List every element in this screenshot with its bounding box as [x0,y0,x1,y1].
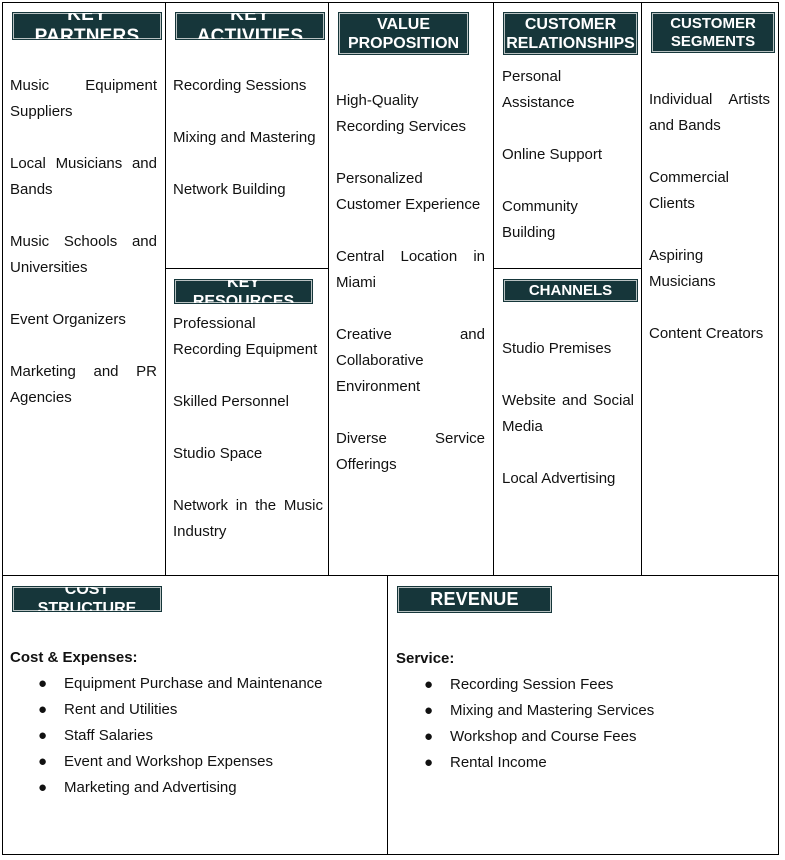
customer-relationships-header [504,13,637,54]
list-item: Personal Assistance [502,68,575,111]
value-proposition-list [336,88,485,504]
list-item [10,671,380,697]
key-resources-header [175,273,312,310]
list-item: Recording Sessions [173,77,307,94]
list-item [396,698,771,724]
customer-segments-list [649,87,770,373]
bullet-icon: ● [424,728,434,745]
list-item: Local Musicians and Bands [10,155,157,198]
revenue-list [396,672,771,776]
list-item [10,723,380,749]
customer-relationships-title-line2: RELATIONSHIPS [506,34,635,52]
list-item: Aspiring Musicians [649,247,716,290]
list-item: Skilled Personnel [173,393,289,410]
list-item: High-Quality Recording Services [336,92,467,135]
list-item: Marketing and PR Agencies [10,363,157,406]
list-item [396,672,771,698]
divider-partners-activities [165,2,166,575]
key-activities-title: KEY ACTIVITIES [196,4,304,47]
list-item: Online Support [502,146,603,163]
list-item: Creative and Collaborative Environment [336,326,485,395]
bullet-icon: ● [38,779,48,796]
divider-activities-resources [165,268,328,269]
revenue-subheading: Service: [396,650,455,667]
list-item [10,749,380,775]
cost-structure-title: COST STRUCTURE [37,581,137,617]
list-item-label: Marketing and Advertising [64,779,237,796]
list-item: Commercial Clients [649,169,730,212]
customer-relationships-list [502,64,602,272]
list-item: Local Advertising [502,470,616,487]
revenue-content [396,646,771,776]
bullet-icon: ● [424,676,434,693]
list-item-label: Recording Session Fees [450,676,614,693]
list-item: Network Building [173,181,286,198]
list-item [396,724,771,750]
revenue-title: REVENUE [430,589,519,609]
list-item [10,697,380,723]
list-item: Network in the Music Industry [173,497,323,540]
key-partners-list [10,73,157,437]
list-item: Diverse Service Offerings [336,430,485,473]
key-activities-list [173,73,323,229]
list-item-label: Rental Income [450,754,547,771]
customer-segments-title-line1: CUSTOMER [670,14,756,32]
customer-relationships-title-line1: CUSTOMER [524,15,617,33]
bullet-icon: ● [38,753,48,770]
list-item [10,775,380,801]
list-item: Content Creators [649,325,764,342]
list-item: Music Equipment Suppliers [10,77,157,120]
channels-list [502,336,634,518]
list-item-label: Equipment Purchase and Maintenance [64,675,323,692]
list-item: Mixing and Mastering [173,129,316,146]
list-item: Central Location in Miami [336,248,485,291]
value-proposition-title-line2: PROPOSITION [347,34,460,52]
cost-structure-header [13,581,161,617]
list-item: Website and Social Media [502,392,634,435]
list-item: Studio Premises [502,340,612,357]
value-proposition-header [339,13,468,54]
list-item: Individual Artists and Bands [649,91,770,134]
list-item: Professional Recording Equipment [173,315,318,358]
key-resources-list [173,311,323,571]
divider-cost-revenue [387,575,388,855]
key-partners-header [13,4,161,47]
list-item [396,750,771,776]
list-item: Music Schools and Universities [10,233,157,276]
revenue-header [398,587,551,612]
divider-value-relationships [493,2,494,575]
bullet-icon: ● [38,675,48,692]
list-item-label: Workshop and Course Fees [450,728,637,745]
cost-subheading: Cost & Expenses: [10,649,138,666]
customer-segments-title-line2: SEGMENTS [670,32,756,50]
list-item: Community Building [502,198,578,241]
channels-title: CHANNELS [528,281,613,299]
channels-header [504,280,637,301]
bullet-icon: ● [38,701,48,718]
key-activities-header [176,4,324,47]
cost-list [10,671,380,801]
bullet-icon: ● [38,727,48,744]
divider-relationships-segments [641,2,642,575]
list-item-label: Event and Workshop Expenses [64,753,274,770]
key-resources-title: KEY RESOURCES [192,273,295,310]
bullet-icon: ● [424,702,434,719]
list-item: Studio Space [173,445,263,462]
cost-structure-content [10,645,380,801]
key-partners-title: KEY PARTNERS [34,4,140,47]
divider-activities-value [328,2,329,575]
divider-top-bottom [2,575,779,576]
value-proposition-title-line1: VALUE [376,15,431,33]
customer-segments-header [652,13,774,52]
list-item-label: Mixing and Mastering Services [450,702,655,719]
list-item-label: Rent and Utilities [64,701,178,718]
bullet-icon: ● [424,754,434,771]
list-item: Personalized Customer Experience [336,170,481,213]
list-item: Event Organizers [10,311,126,328]
list-item-label: Staff Salaries [64,727,153,744]
